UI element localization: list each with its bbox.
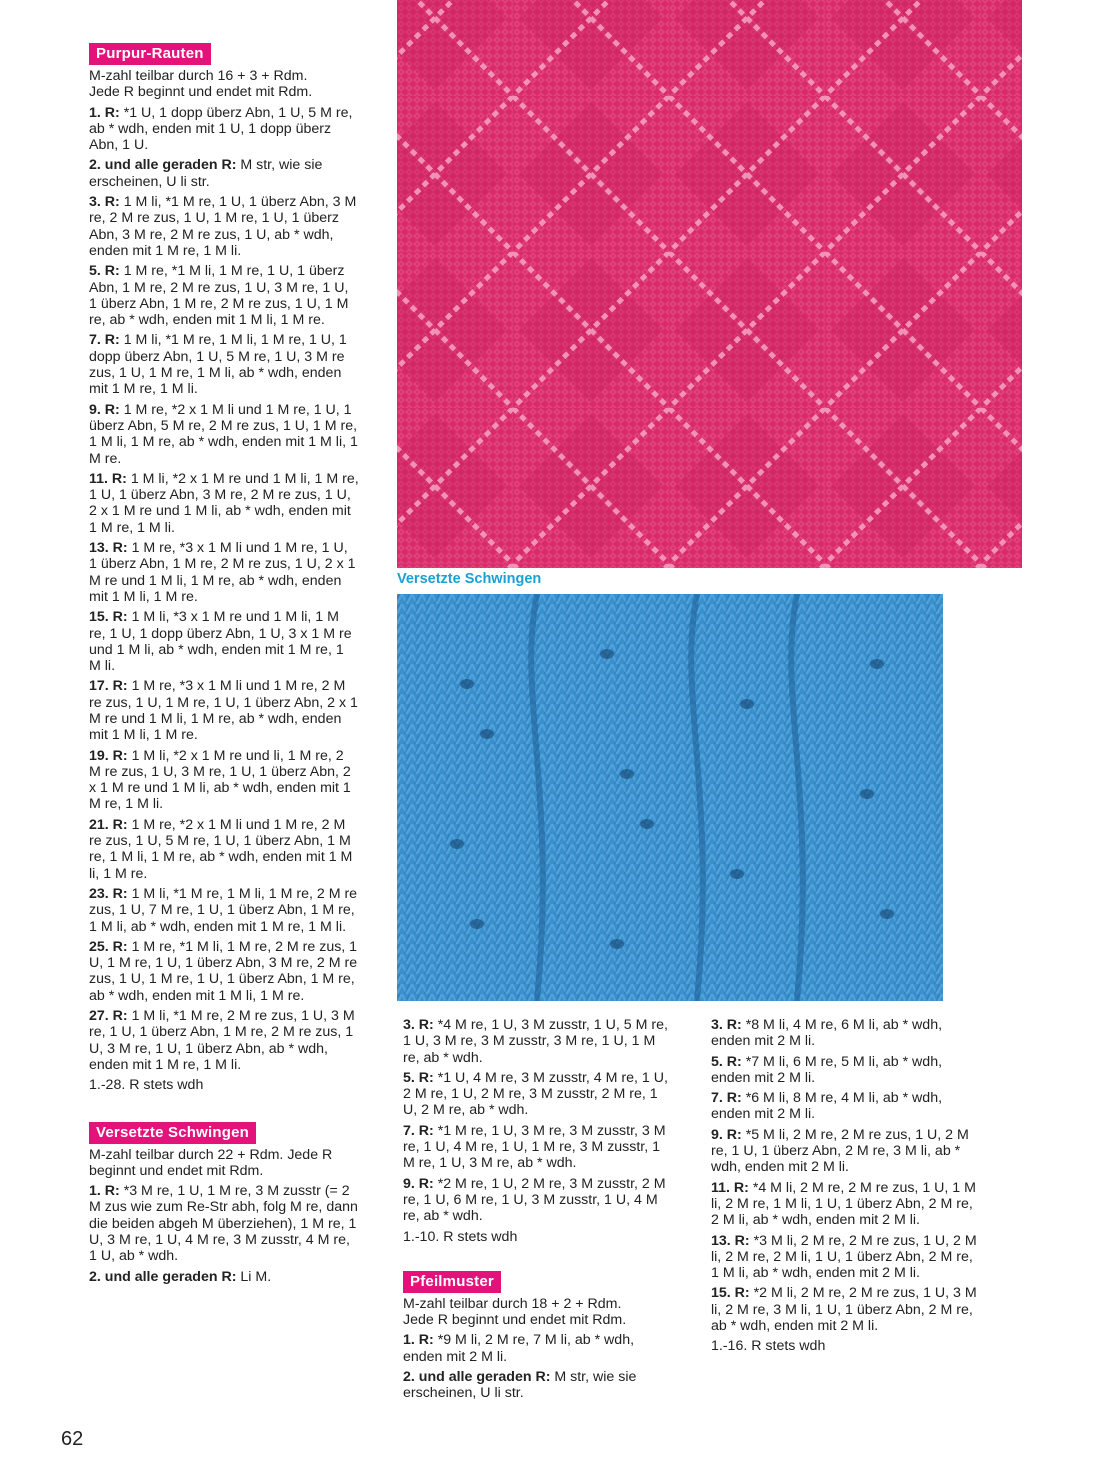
row-text: *8 M li, 4 M re, 6 M li, ab * wdh, enden mit 2 M li. <box>711 1017 943 1050</box>
instruction-row <box>89 886 359 935</box>
row-text: 1 M re, *1 M li, 1 M re, 1 U, 1 überz Abn, 1 M re, 2 M re zus, 1 U, 3 M re, 1 U, 1 überz Abn, 1 M re, 2 M re zus, 1 U, 1 M re, ab * wdh, enden mit 1 M li, 1 M re. <box>89 263 349 329</box>
row-text: 1 M re, *2 x 1 M li und 1 M re, 1 U, 1 überz Abn, 5 M re, 2 M re zus, 1 U, 1 M re, 1 M li, 1 M re, ab * wdh, enden mit 1 M li, 1 M re. <box>89 401 358 467</box>
instruction-row <box>89 402 359 467</box>
instruction-row <box>89 157 359 190</box>
pink-diamond-knit-photo <box>397 0 1022 568</box>
row-label: 1. R: <box>89 104 120 121</box>
instruction-row <box>711 1090 979 1123</box>
row-label: 5. R: <box>711 1053 742 1070</box>
instruction-row <box>403 1369 671 1402</box>
section1-intro-2: Jede R beginnt und endet mit Rdm. <box>89 84 313 101</box>
row-label: 23. R: <box>89 885 128 902</box>
photo-caption: Versetzte Schwingen <box>397 571 542 587</box>
instruction-row <box>403 1176 671 1225</box>
instruction-row <box>89 678 359 743</box>
row-label: 19. R: <box>89 747 128 764</box>
instruction-row <box>403 1070 671 1119</box>
section3-intro-1: M-zahl teilbar durch 18 + 2 + Rdm. <box>403 1295 622 1312</box>
row-text: 1 M li, *1 M re, 1 M li, 1 M re, 1 U, 1 dopp überz Abn, 1 U, 5 M re, 1 U, 3 M re zus, 1 U, 1 M re, 1 M li, ab * wdh, enden mit 1 M re, 1 M li. <box>89 332 347 398</box>
column-right <box>711 1017 979 1359</box>
row-text: *2 M re, 1 U, 2 M re, 3 M zusstr, 2 M re, 1 U, 6 M re, 1 U, 3 M zusstr, 1 U, 4 M re, ab * wdh. <box>403 1175 666 1225</box>
row-text: *4 M re, 1 U, 3 M zusstr, 1 U, 5 M re, 1 U, 3 M re, 3 M zusstr, 3 M re, 1 U, 1 M re, ab * wdh. <box>403 1017 668 1066</box>
section-title-pfeilmuster: Pfeilmuster <box>403 1271 501 1293</box>
instruction-row <box>89 1183 359 1264</box>
section3-repeat: 1.-16. R stets wdh <box>711 1338 826 1355</box>
row-label: 3. R: <box>89 194 120 211</box>
section1-intro-1: M-zahl teilbar durch 16 + 3 + Rdm. <box>89 68 308 84</box>
row-label: 17. R: <box>89 678 128 695</box>
row-text: 1 M li, *2 x 1 M re und li, 1 M re, 2 M re zus, 1 U, 3 M re, 1 U, 1 überz Abn, 2 x 1 M re und 1 M li, ab * wdh, enden mit 1 M re, 1 M li. <box>89 747 351 813</box>
row-label: 15. R: <box>89 609 128 626</box>
section-title-purpur-rauten: Purpur-Rauten <box>89 43 211 65</box>
instruction-row <box>89 194 359 259</box>
row-text: *2 M li, 2 M re, 2 M re zus, 1 U, 3 M li, 2 M re, 3 M li, 1 U, 1 überz Abn, 2 M re, ab * wdh, enden mit 2 M li. <box>711 1285 977 1335</box>
row-label: 1. R: <box>89 1183 120 1200</box>
instruction-row <box>403 1017 671 1066</box>
row-label: 9. R: <box>711 1126 742 1143</box>
instruction-row <box>89 332 359 397</box>
row-text: *4 M li, 2 M re, 2 M re zus, 1 U, 1 M li, 2 M re, 1 M li, 1 U, 1 überz Abn, 2 M re, 2 M li, ab * wdh, enden mit 2 M li. <box>711 1179 976 1229</box>
row-label: 21. R: <box>89 816 128 833</box>
row-label: 2. und alle geraden R: <box>89 1268 237 1285</box>
instruction-row <box>89 540 359 605</box>
row-label: 13. R: <box>711 1232 750 1249</box>
row-text: *1 M re, 1 U, 3 M re, 3 M zusstr, 3 M re, 1 U, 4 M re, 1 U, 1 M re, 3 M zusstr, 1 M re, 1 U, 3 M re, ab * wdh. <box>403 1122 666 1172</box>
row-text: *3 M li, 2 M re, 2 M re zus, 1 U, 2 M li, 2 M re, 2 M li, 1 U, 1 überz Abn, 2 M re, 1 M li, ab * wdh, enden mit 2 M li. <box>711 1232 977 1282</box>
row-text: 1 M re, *2 x 1 M li und 1 M re, 2 M re zus, 1 U, 5 M re, 1 U, 1 überz Abn, 1 M re, 1 M li, 1 M re, ab * wdh, enden mit 1 M li, 1 M re. <box>89 816 353 882</box>
instruction-row <box>89 939 359 1004</box>
instruction-row <box>711 1017 979 1050</box>
row-label: 1. R: <box>403 1332 434 1349</box>
row-label: 7. R: <box>89 332 120 349</box>
section1-repeat: 1.-28. R stets wdh <box>89 1077 204 1094</box>
row-text: 1 M re, *3 x 1 M li und 1 M re, 2 M re zus, 1 U, 1 M re, 1 U, 1 überz Abn, 2 x 1 M re und 1 M li, 1 M re, ab * wdh, enden mit 1 M li, 1 M re. <box>89 678 358 744</box>
row-label: 25. R: <box>89 938 128 955</box>
row-label: 11. R: <box>89 470 127 487</box>
instruction-row <box>711 1127 979 1176</box>
row-label: 2. und alle geraden R: <box>403 1369 551 1386</box>
row-label: 7. R: <box>711 1090 742 1107</box>
row-label: 15. R: <box>711 1285 750 1302</box>
row-text: *7 M li, 6 M re, 5 M li, ab * wdh, enden mit 2 M li. <box>711 1053 943 1086</box>
instruction-row <box>89 263 359 328</box>
row-text: M str, wie sie erscheinen, U li str. <box>403 1369 637 1402</box>
row-text: 1 M re, *3 x 1 M li und 1 M re, 1 U, 1 überz Abn, 1 M re, 2 M re zus, 1 U, 2 x 1 M re und 1 M li, 1 M re, ab * wdh, enden mit 1 M li, 1 M re. <box>89 540 356 605</box>
instruction-row <box>711 1285 979 1334</box>
row-text: 1 M li, *1 M re, 1 M li, 1 M re, 2 M re zus, 1 U, 7 M re, 1 U, 1 überz Abn, 1 M re, 1 M li, ab * wdh, enden mit 1 M re, 1 M li. <box>89 885 358 935</box>
row-text: *6 M li, 8 M re, 4 M li, ab * wdh, enden mit 2 M li. <box>711 1090 943 1123</box>
instruction-row <box>711 1233 979 1282</box>
instruction-row <box>403 1123 671 1172</box>
section2-intro: M-zahl teilbar durch 22 + Rdm. Jede R beginnt und endet mit Rdm. <box>89 1146 333 1179</box>
row-label: 5. R: <box>403 1069 434 1086</box>
row-label: 7. R: <box>403 1122 434 1139</box>
row-text: *1 U, 1 dopp überz Abn, 1 U, 5 M re, ab * wdh, enden mit 1 U, 1 dopp überz Abn, 1 U. <box>89 104 353 154</box>
row-label: 27. R: <box>89 1008 128 1025</box>
instruction-row <box>89 1008 359 1073</box>
row-text: 1 M li, *1 M re, 1 U, 1 überz Abn, 3 M re, 2 M re zus, 1 U, 1 M re, 1 U, 1 überz Abn, 3 M re, 2 M re zus, 1 U, ab * wdh, enden mit 1 M re, 1 M li. <box>89 194 357 259</box>
section2-repeat: 1.-10. R stets wdh <box>403 1228 518 1245</box>
row-label: 11. R: <box>711 1179 749 1196</box>
row-text: *3 M re, 1 U, 1 M re, 3 M zusstr (= 2 M zus wie zum Re-Str abh, folg M re, dann die beiden abgeh M überziehen), 1 M re, 1 U, 3 M re, 1 U, 4 M re, 3 M zusstr, 4 M re, 1 U, ab * wdh. <box>89 1183 358 1265</box>
row-label: 2. und alle geraden R: <box>89 157 237 174</box>
row-text: 1 M li, *1 M re, 2 M re zus, 1 U, 3 M re, 1 U, 1 überz Abn, 1 M re, 2 M re zus, 1 U, 3 M re, 1 U, 1 überz Abn, ab * wdh, enden mit 1 M re, 1 M li. <box>89 1008 355 1073</box>
section-title-versetzte-schwingen: Versetzte Schwingen <box>89 1122 256 1144</box>
row-text: 1 M re, *1 M li, 1 M re, 2 M re zus, 1 U, 1 M re, 1 U, 1 überz Abn, 3 M re, 2 M re zus, 1 U, 1 M re, 1 U, 1 überz Abn, 1 M re, ab * wdh, enden mit 1 M li, 1 M re. <box>89 938 358 1004</box>
instruction-row <box>403 1332 671 1365</box>
row-text: *5 M li, 2 M re, 2 M re zus, 1 U, 2 M re, 1 U, 1 überz Abn, 2 M re, 3 M li, ab * wdh, enden mit 2 M li. <box>711 1126 969 1176</box>
row-text: Li M. <box>240 1268 272 1285</box>
column-left <box>89 43 359 1289</box>
row-text: *1 U, 4 M re, 3 M zusstr, 4 M re, 1 U, 2 M re, 1 U, 2 M re, 3 M zusstr, 2 M re, 1 U, 2 M re, ab * wdh. <box>403 1069 668 1119</box>
instruction-row <box>89 1269 359 1285</box>
instruction-row <box>89 471 359 536</box>
row-text: 1 M li, *2 x 1 M re und 1 M li, 1 M re, 1 U, 1 überz Abn, 3 M re, 2 M re zus, 1 U, 2 x 1 M re und 1 M li, ab * wdh, enden mit 1 M re, 1 M li. <box>89 470 359 536</box>
instruction-row <box>89 817 359 882</box>
row-label: 9. R: <box>89 401 120 418</box>
row-label: 3. R: <box>711 1017 742 1033</box>
section1-rows <box>89 105 359 1074</box>
row-label: 13. R: <box>89 540 128 557</box>
column-middle <box>403 1017 671 1406</box>
row-label: 3. R: <box>403 1017 434 1033</box>
page-number: 62 <box>61 1428 84 1450</box>
instruction-row <box>711 1054 979 1087</box>
instruction-row <box>89 748 359 813</box>
row-text: M str, wie sie erscheinen, U li str. <box>89 157 323 190</box>
instruction-row <box>711 1180 979 1229</box>
row-label: 5. R: <box>89 263 120 280</box>
row-text: *9 M li, 2 M re, 7 M li, ab * wdh, enden mit 2 M li. <box>403 1332 635 1365</box>
blue-wave-knit-photo <box>397 594 943 1001</box>
instruction-row <box>89 609 359 674</box>
row-text: 1 M li, *3 x 1 M re und 1 M li, 1 M re, 1 U, 1 dopp überz Abn, 1 U, 3 x 1 M re und 1 M li, ab * wdh, enden mit 1 M re, 1 M li. <box>89 609 352 675</box>
instruction-row <box>89 105 359 154</box>
row-label: 9. R: <box>403 1175 434 1192</box>
section3-intro-2: Jede R beginnt und endet mit Rdm. <box>403 1312 627 1329</box>
